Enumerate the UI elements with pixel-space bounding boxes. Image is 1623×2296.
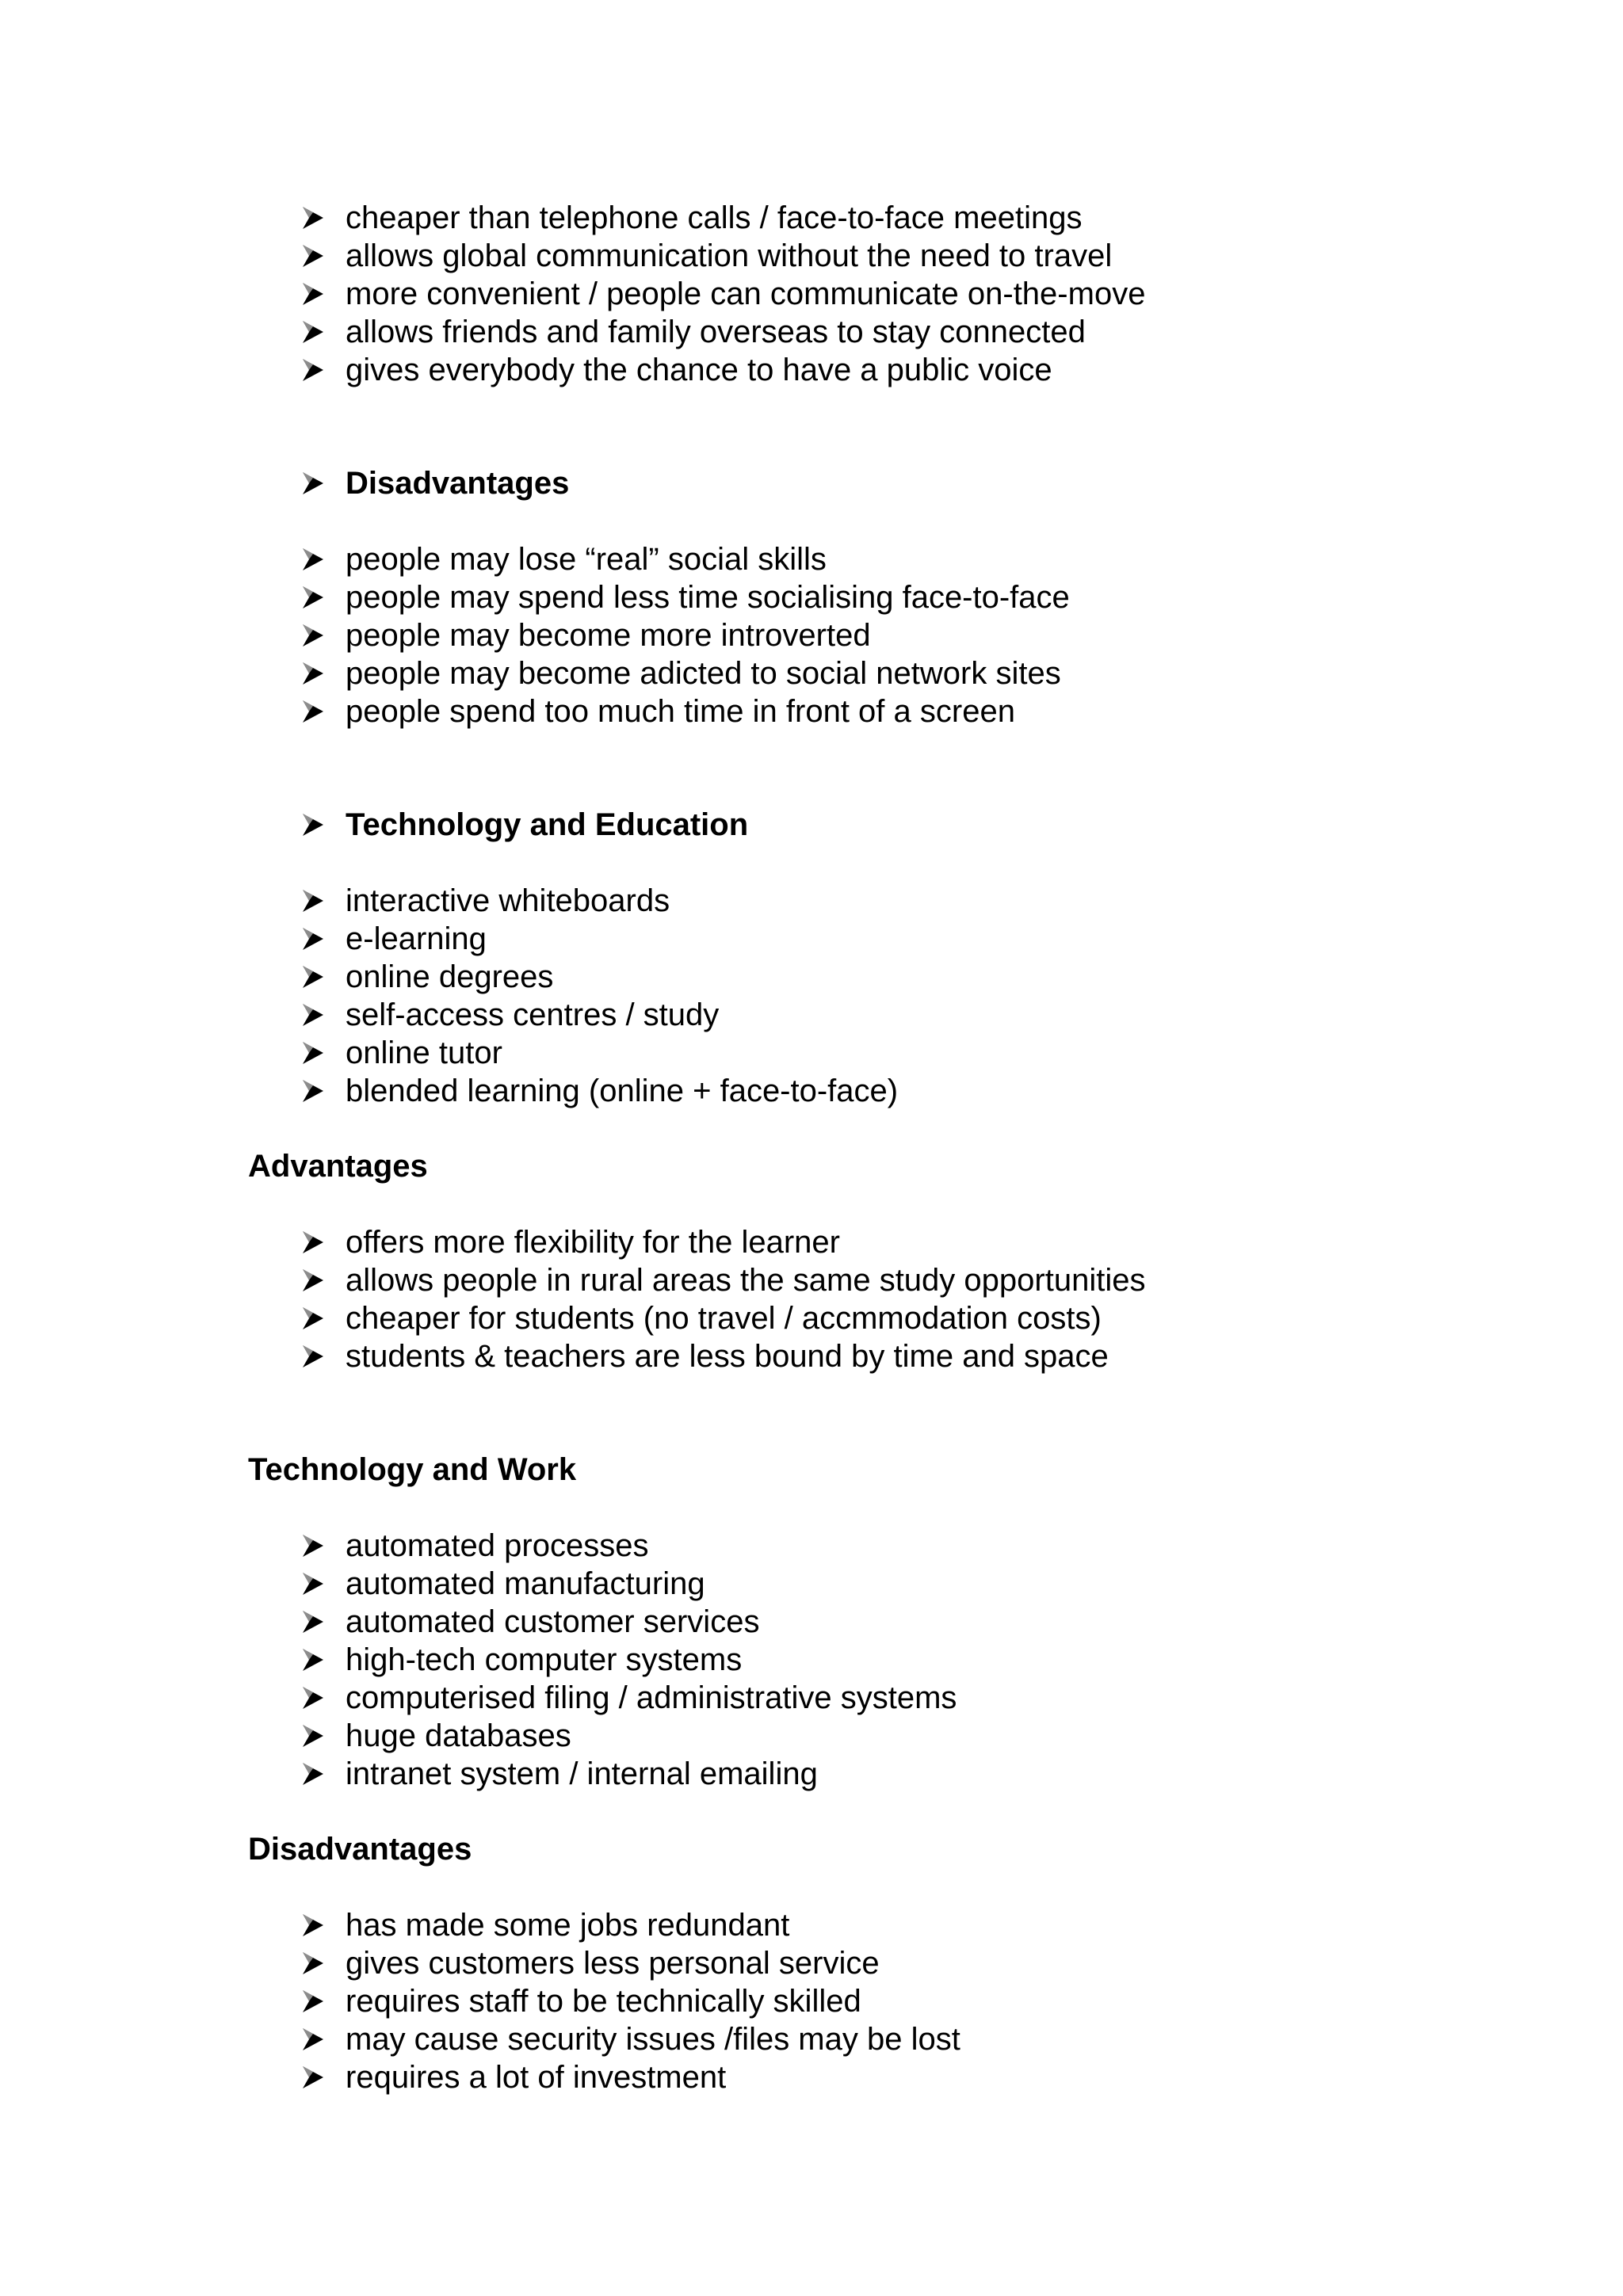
arrowhead-bullet-icon [297, 1565, 329, 1603]
list-item-text: cheaper than telephone calls / face-to-face meetings [346, 200, 1083, 235]
list-item-text: requires a lot of investment [346, 2060, 727, 2095]
list-item-text: has made some jobs redundant [346, 1908, 790, 1943]
tech-work-heading: Technology and Work [248, 1452, 577, 1487]
arrowhead-bullet-icon [297, 1261, 329, 1299]
arrowhead-bullet-icon [297, 1982, 329, 2020]
list-item-text: people may lose “real” social skills [346, 542, 827, 577]
arrowhead-bullet-icon [297, 1299, 329, 1337]
arrowhead-bullet-icon [297, 882, 329, 920]
arrowhead-bullet-icon [297, 958, 329, 996]
list-item-text: automated manufacturing [346, 1566, 705, 1601]
arrowhead-bullet-icon [297, 1717, 329, 1755]
list-item-text: online degrees [346, 959, 554, 994]
arrowhead-bullet-icon [297, 2020, 329, 2058]
arrowhead-bullet-icon [297, 1527, 329, 1565]
tech-education-heading: Technology and Education [346, 807, 749, 842]
arrowhead-bullet-icon [297, 1337, 329, 1375]
list-item-text: blended learning (online + face-to-face) [346, 1074, 899, 1108]
arrowhead-bullet-icon [297, 616, 329, 654]
list-item-text: offers more flexibility for the learner [346, 1225, 840, 1260]
arrowhead-bullet-icon [297, 1755, 329, 1793]
disadvantages-work-heading: Disadvantages [248, 1832, 472, 1867]
list-item-text: huge databases [346, 1718, 571, 1753]
arrowhead-bullet-icon [297, 540, 329, 578]
arrowhead-bullet-icon [297, 692, 329, 730]
arrowhead-bullet-icon [297, 237, 329, 275]
arrowhead-bullet-icon [297, 1034, 329, 1072]
arrowhead-bullet-icon [297, 1603, 329, 1641]
list-item-text: may cause security issues /files may be lost [346, 2022, 960, 2057]
list-item-text: cheaper for students (no travel / accmmodation costs) [346, 1301, 1102, 1336]
arrowhead-bullet-icon [297, 920, 329, 958]
list-item-text: gives customers less personal service [346, 1946, 880, 1981]
arrowhead-bullet-icon [297, 1223, 329, 1261]
arrowhead-bullet-icon [297, 1641, 329, 1679]
arrowhead-bullet-icon [297, 275, 329, 313]
list-item-text: high-tech computer systems [346, 1642, 743, 1677]
list-item-text: online tutor [346, 1035, 502, 1070]
disadvantages-heading: Disadvantages [346, 466, 570, 501]
arrowhead-bullet-icon [297, 654, 329, 692]
list-item-text: people may become more introverted [346, 618, 871, 653]
arrowhead-bullet-icon [297, 464, 329, 502]
arrowhead-bullet-icon [297, 578, 329, 616]
list-item-text: computerised filing / administrative systems [346, 1680, 957, 1715]
arrowhead-bullet-icon [297, 2058, 329, 2096]
arrowhead-bullet-icon [297, 351, 329, 389]
arrowhead-bullet-icon [297, 1072, 329, 1110]
list-item-text: gives everybody the chance to have a public voice [346, 353, 1052, 387]
list-item-text: allows global communication without the need to travel [346, 238, 1113, 273]
list-item-text: intranet system / internal emailing [346, 1756, 818, 1791]
list-item-text: automated customer services [346, 1604, 760, 1639]
list-item-text: requires staff to be technically skilled [346, 1984, 861, 2019]
arrowhead-bullet-icon [297, 1679, 329, 1717]
list-item-text: students & teachers are less bound by time and space [346, 1339, 1109, 1374]
arrowhead-bullet-icon [297, 806, 329, 844]
list-item-text: interactive whiteboards [346, 883, 670, 918]
list-item-text: e-learning [346, 921, 487, 956]
arrowhead-bullet-icon [297, 313, 329, 351]
list-item-text: people may spend less time socialising face-to-face [346, 580, 1070, 615]
list-item-text: more convenient / people can communicate on-the-move [346, 277, 1146, 311]
list-item-text: people spend too much time in front of a screen [346, 694, 1015, 729]
list-item-text: self-access centres / study [346, 997, 720, 1032]
list-item-text: allows people in rural areas the same study opportunities [346, 1263, 1146, 1298]
arrowhead-bullet-icon [297, 1944, 329, 1982]
arrowhead-bullet-icon [297, 1906, 329, 1944]
arrowhead-bullet-icon [297, 199, 329, 237]
advantages-heading: Advantages [248, 1149, 428, 1184]
list-item-text: automated processes [346, 1528, 649, 1563]
list-item-text: allows friends and family overseas to stay connected [346, 315, 1086, 349]
list-item-text: people may become adicted to social network sites [346, 656, 1061, 691]
arrowhead-bullet-icon [297, 996, 329, 1034]
